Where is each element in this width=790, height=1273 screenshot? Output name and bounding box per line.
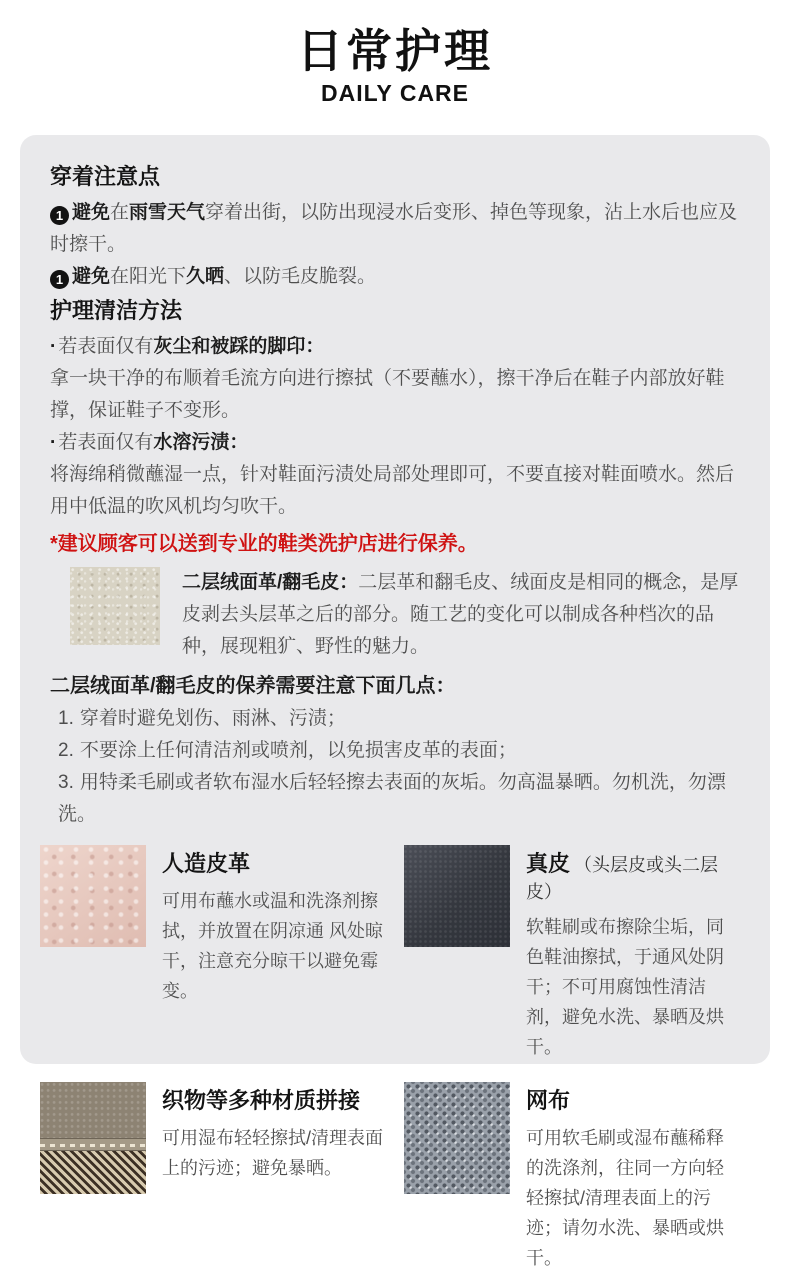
material-title-note: （头层皮或头二层皮） — [526, 855, 719, 902]
page-header — [0, 0, 790, 135]
cleaning-case-2-title-text: 若表面仅有水溶污渍： — [58, 432, 249, 453]
suede-care-list — [58, 703, 740, 831]
material-desc: 软鞋刷或布擦除尘垢，同色鞋油擦拭，于通风处阴干；不可用腐蚀性清洁剂，避免水洗、暴晒及烘干。 — [526, 917, 724, 1057]
professional-care-note: *建议顾客可以送到专业的鞋类洗护店进行保养。 — [50, 533, 478, 555]
page-title: 日常护理 — [297, 25, 493, 77]
material-desc: 可用湿布轻轻擦拭/清理表面上的污迹；避免暴晒。 — [162, 1128, 383, 1178]
dot-bullet-icon: · — [50, 336, 57, 357]
fabric-suede-part — [40, 1082, 146, 1138]
artificial-leather-swatch-image — [40, 845, 146, 947]
wear-bullet-1-text: 避免在雨雪天气穿着出街，以防出现浸水后变形、掉色等现象，沾上水后也应及时擦干。 — [50, 202, 738, 255]
numbered-bullet-icon: 1 — [50, 270, 69, 289]
material-card-fabric-mix — [40, 1082, 392, 1273]
dot-bullet-icon: · — [50, 432, 57, 453]
suede-term: 二层绒面革/翻毛皮： — [182, 572, 359, 593]
material-card-artificial-leather — [40, 845, 392, 1062]
material-title: 人造皮革 — [162, 851, 251, 876]
page-subtitle: DAILY CARE — [320, 79, 470, 106]
list-number: 3. — [58, 772, 74, 793]
care-list-item — [58, 703, 740, 735]
genuine-leather-swatch-image — [404, 845, 510, 947]
mesh-swatch-image — [404, 1082, 510, 1194]
daily-care-card — [20, 135, 770, 1268]
material-card-genuine-leather — [404, 845, 740, 1062]
suede-care-subheading: 二层绒面革/翻毛皮的保养需要注意下面几点： — [50, 675, 456, 697]
list-number: 2. — [58, 740, 74, 761]
wear-bullet-2 — [50, 261, 740, 293]
cleaning-case-1-title — [50, 331, 740, 363]
suede-description-text: 二层革和翻毛皮、绒面皮是相同的概念，是厚皮剥去头层革之后的部分。随工艺的变化可以制成各种档次的品种，展现粗犷、野性的魅力。 — [182, 572, 739, 657]
care-list-item-text: 不要涂上任何清洁剂或喷剂，以免损害皮革的表面； — [79, 740, 517, 761]
material-title: 真皮 （头层皮或头二层皮） — [526, 851, 719, 902]
care-list-item — [58, 735, 740, 767]
cleaning-methods-heading: 护理清洁方法 — [50, 298, 183, 323]
care-list-item-text: 穿着时避免划伤、雨淋、污渍； — [79, 708, 346, 729]
materials-grid — [40, 845, 740, 1273]
material-card-mesh — [404, 1082, 740, 1273]
wear-notes-heading: 穿着注意点 — [50, 164, 161, 189]
material-title: 织物等多种材质拼接 — [162, 1088, 361, 1113]
material-title: 网布 — [526, 1088, 571, 1113]
suede-info-section — [70, 567, 740, 663]
numbered-bullet-icon: 1 — [50, 206, 69, 225]
wear-bullet-2-text: 避免在阳光下久晒、以防毛皮脆裂。 — [72, 266, 377, 287]
cleaning-case-2-title — [50, 427, 740, 459]
cleaning-case-1-title-text: 若表面仅有灰尘和被踩的脚印： — [58, 336, 325, 357]
material-desc: 可用软毛刷或湿布蘸稀释的洗涤剂，往同一方向轻轻擦拭/清理表面上的污迹；请勿水洗、暴晒或烘干。 — [526, 1128, 724, 1268]
suede-description — [182, 567, 740, 663]
list-number: 1. — [58, 708, 74, 729]
care-list-item-text: 用特柔毛刷或者软布湿水后轻轻擦去表面的灰垢。勿高温暴晒。勿机洗，勿漂洗。 — [58, 772, 726, 825]
suede-swatch-image — [70, 567, 160, 645]
fabric-mix-swatch-image — [40, 1082, 146, 1194]
material-desc: 可用布蘸水或温和洗涤剂擦拭，并放置在阴凉通 风处晾干，注意充分晾干以避免霉变。 — [162, 891, 383, 1001]
fabric-weave-part — [40, 1151, 146, 1194]
wear-bullet-1 — [50, 197, 740, 261]
cleaning-case-2-body: 将海绵稍微蘸湿一点，针对鞋面污渍处局部处理即可，不要直接对鞋面喷水。然后用中低温的吹风机均匀吹干。 — [50, 464, 735, 517]
care-list-item — [58, 767, 740, 831]
cleaning-case-1-body: 拿一块干净的布顺着毛流方向进行擦拭（不要蘸水），擦干净后在鞋子内部放好鞋撑，保证鞋子不变形。 — [50, 368, 725, 421]
fabric-stitch-part — [40, 1138, 146, 1151]
